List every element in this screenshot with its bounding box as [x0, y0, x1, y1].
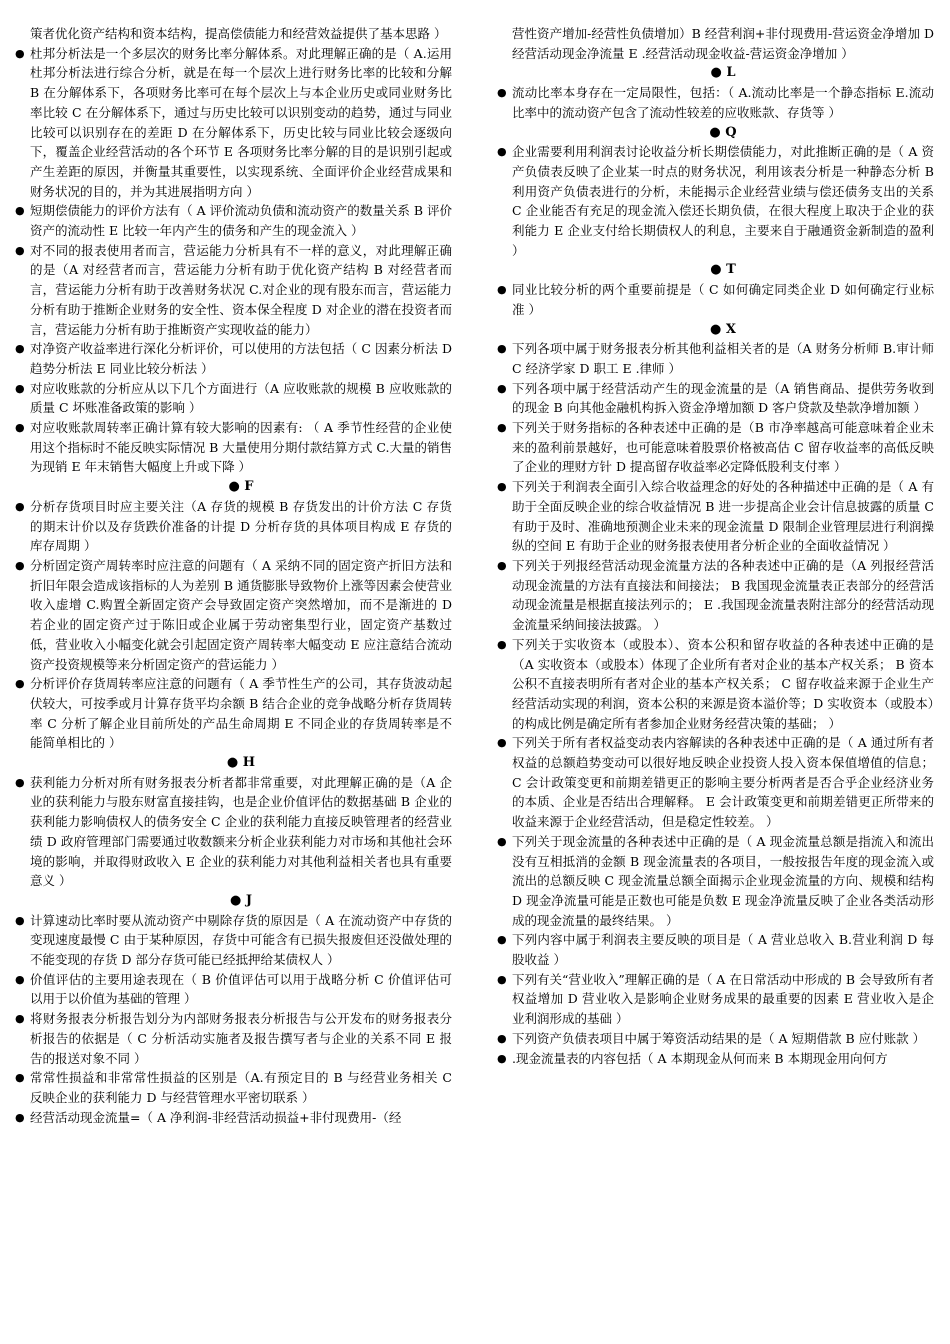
bullet-icon: ● — [15, 499, 25, 513]
bullet-icon: ● — [15, 342, 25, 356]
bullet-icon: ● — [497, 480, 507, 494]
question-item — [14, 241, 452, 340]
item-text: 下列关于所有者权益变动表内容解读的各种表述中正确的是（ A 通过所有者权益的总额趋势变动可以很好地反映企业投资人投入资本保值增值的信息； C 会计政策变更和前期差错更正的影响主要分析两者是否合乎企业经济业务的本质、企业是否结出合理解释。 E 会计政策变更和前期差错更正所带来的收益来源于企业经营活动，但是稳定性较差。 ） — [512, 735, 934, 830]
item-text: 将财务报表分析报告划分为内部财务报表分析报告与公开发布的财务报表分析报告的依据是（ C 分析活动实施者及报告撰写者与企业的关系不同 E 报告的报送对象不同 ） — [30, 1011, 452, 1066]
section-heading: ● H — [226, 755, 256, 771]
item-text: 分析存货项目时应主要关注（A 存货的规模 B 存货发出的计价方法 C 存货的期末计价以及存货跌价准备的计提 D 分析存货的具体项目构成 E 存货的库存周期 ） — [30, 498, 452, 554]
question-item — [14, 418, 452, 477]
item-text: 分析固定资产周转率时应注意的问题有（ A 采纳不同的固定资产折旧方法和折旧年限会造成该指标的人为差别 B 通货膨胀导致物价上涨等因素会使营业收入虚增 C.购置全新固定资产会导致固定资产突然增加，而不是渐进的 D 若企业的固定资产过于陈旧或企业属于劳动密集型行业，固定资产基数过低，营业收入小幅变化就会引起固定资产周转率大幅变动 E 应注意结合流动资产投资规模等来分析固定资产的营运能力 ） — [30, 557, 452, 672]
bullet-icon: ● — [497, 145, 507, 159]
item-text: 短期偿债能力的评价方法有（ A 评价流动负债和流动资产的数量关系 B 评价资产的流动性 E 比较一年内产生的债务和产生的现金流入 ） — [30, 203, 452, 239]
question-item — [496, 379, 934, 418]
item-text: .现金流量表的内容包括（ A 本期现金从何而来 B 本期现金用向何方 — [512, 1050, 888, 1066]
item-text: 企业需要利用利润表讨论收益分析长期偿债能力，对此推断正确的是（ A 资产负债表反映了企业某一时点的财务状况，利用该表分析是一种静态分析 B 利用资产负债表进行的分析，未能揭示企业经营业绩与偿还债务支出的关系 C 企业能否有充足的现金流入偿还长期负债，在很大程度上取决于企业的获利能力 E 企业支付给长期债权人的利息，主要来自于融通资金新制造的盈利 ） — [512, 144, 934, 258]
item-text: 计算速动比率时要从流动资产中剔除存货的原因是（ A 在流动资产中存货的变现速度最慢 C 由于某种原因，存货中可能含有已损失报废但还没做处理的不能变现的存货 D 部分存货可能已经抵押给某债权人 ） — [30, 912, 452, 968]
bullet-icon: ● — [15, 972, 25, 986]
question-item — [496, 83, 934, 122]
question-item — [14, 497, 452, 556]
bullet-icon: ● — [15, 775, 25, 789]
item-text: 营性资产增加-经营性负债增加）B 经营利润+非付现费用-营运资金净增加 D 经营活动现金净流量 E .经营活动现金收益-营运资金净增加 ） — [512, 26, 934, 61]
continued-paragraph — [14, 24, 452, 44]
section-heading: ● T — [710, 262, 736, 278]
bullet-icon: ● — [497, 637, 507, 651]
bullet-icon: ● — [497, 834, 507, 848]
item-text: 下列关于列报经营活动现金流量方法的各种表述中正确的是（A 列报经营活动现金流量的方法有直接法和间接法； B 我国现金流量表正表部分的经营活动现金流量是根据直接法列示的； E .我国现金流量表附注部分的经营活动现金流量采纳间接法披露。 ） — [512, 557, 934, 633]
question-item — [496, 733, 934, 832]
item-text: 下列关于财务指标的各种表述中正确的是（B 市净率越高可能意味着企业未来的盈利前景越好，也可能意味着股票价格被高估 C 留存收益率的高低反映了企业的理财方针 D 提高留存收益率必定降低股利支付率 ） — [512, 420, 934, 475]
bullet-icon: ● — [15, 677, 25, 691]
question-item — [496, 1049, 934, 1069]
item-text: 下列资产负债表项目中属于筹资活动结果的是（ A 短期借款 B 应付账款 ） — [512, 1030, 926, 1046]
question-item — [14, 1068, 452, 1107]
bullet-icon: ● — [497, 933, 507, 947]
item-text: 获利能力分析对所有财务报表分析者都非常重要，对此理解正确的是（A 企业的获利能力与股东财富直接挂钩，也是企业价值评估的数据基础 B 企业的获利能力影响债权人的债务安全 C 企业的获利能力直接反映管理者的经营业绩 D 政府管理部门需要通过收数额来分析企业获利能力对市场和其他社会环境的影响，并取得财政收入 E 企业的获利能力对其他利益相关者也具有重要意义 ） — [30, 774, 452, 889]
section-heading: ● J — [229, 892, 253, 908]
bullet-icon: ● — [15, 1012, 25, 1026]
question-item — [14, 970, 452, 1009]
question-item — [496, 142, 934, 260]
bullet-icon: ● — [15, 381, 25, 395]
question-item — [496, 339, 934, 378]
section-heading: ● F — [228, 479, 254, 495]
bullet-icon: ● — [497, 1051, 507, 1065]
item-text: 策者优化资产结构和资本结构，提高偿债能力和经营效益提供了基本思路 ） — [30, 26, 447, 41]
bullet-icon: ● — [15, 204, 25, 218]
bullet-icon: ● — [497, 736, 507, 750]
item-text: 常常性损益和非常常性损益的区别是（A.有预定目的 B 与经营业务相关 C 反映企业的获利能力 D 与经营管理水平密切联系 ） — [30, 1070, 452, 1105]
continued-paragraph — [496, 24, 934, 63]
right-column — [496, 24, 934, 1068]
bullet-icon: ● — [497, 1031, 507, 1045]
bullet-icon: ● — [15, 46, 25, 60]
bullet-icon: ● — [497, 342, 507, 356]
bullet-icon: ● — [497, 283, 507, 297]
question-item — [496, 970, 934, 1029]
question-item — [496, 930, 934, 969]
question-item — [496, 1029, 934, 1049]
item-text: 杜邦分析法是一个多层次的财务比率分解体系。对此理解正确的是（ A.运用杜邦分析法进行综合分析，就是在每一个层次上进行财务比率的比较和分解 B 在分解体系下，各项财务比率可在每个层次上与本企业历史或同业财务比率比较 C 在分解体系下，通过与历史比较可以识别变动的趋势，通过与同业比较可以识别存在的差距 D 在分解体系下，历史比较与同业比较会逐级向下，覆盖企业经营活动的各个环节 E 各项财务比率分解的目的是识别引起或产生差距的原因，并衡量其重要性，以实现系统、全面评价企业经营成果和财务状况的目的，并为其进展指明方向 ） — [30, 45, 452, 199]
item-text: 下列关于利润表全面引入综合收益理念的好处的各种描述中正确的是（ A 有助于全面反映企业的综合收益情况 B 进一步提高企业会计信息披露的质量 C 有助于及时、准确地预测企业未来的现金流量 D 限制企业管理层进行利润操纵的空间 E 有助于企业的财务报表使用者分析企业的全面收益情况 ） — [512, 479, 934, 554]
question-item — [14, 773, 452, 891]
section-heading: ● X — [710, 321, 736, 337]
item-text: 流动比率本身存在一定局限性，包括：（ A.流动比率是一个静态指标 E.流动比率中的流动资产包含了流动性较差的应收账款、存货等 ） — [512, 85, 934, 120]
question-item — [496, 280, 934, 319]
question-item — [496, 477, 934, 556]
item-text: 对应收账款周转率正确计算有较大影响的因素有: （ A 季节性经营的企业使用这个指标时不能反映实际情况 B 大量使用分期付款结算方式 C.大量的销售为现销 E 年末销售大幅度上升或下降 ） — [30, 420, 452, 475]
item-text: 下列有关“营业收入”理解正确的是（ A 在日常活动中形成的 B 会导致所有者权益增加 D 营业收入是影响企业财务成果的最重要的因素 E 营业收入是企业利润形成的基础 ） — [512, 971, 934, 1027]
item-text: 对净资产收益率进行深化分析评价，可以使用的方法包括（ C 因素分析法 D 趋势分析法 E 同业比较分析法 ） — [30, 341, 452, 376]
question-item — [496, 556, 934, 635]
question-item — [14, 1108, 452, 1128]
item-text: 对应收账款的分析应从以下几个方面进行（A 应收账款的规模 B 应收账款的质量 C 坏账准备政策的影响 ） — [30, 380, 452, 416]
bullet-icon: ● — [15, 1071, 25, 1085]
question-item — [14, 911, 452, 970]
question-item — [14, 339, 452, 378]
question-item — [14, 201, 452, 240]
bullet-icon: ● — [15, 913, 25, 927]
section-heading: ● Q — [709, 124, 737, 140]
question-item — [14, 379, 452, 418]
question-item — [14, 44, 452, 202]
bullet-icon: ● — [497, 86, 507, 100]
item-text: 对不同的报表使用者而言，营运能力分析具有不一样的意义，对此理解正确的是（A 对经营者而言，营运能力分析有助于优化资产结构 B 对经营者而言，营运能力分析有助于改善财务状况 C.对企业的现有股东而言，营运能力分析有助于推断企业财务的安全性、资本保全程度 D 对企业的潜在投资者而言，营运能力分析有助于推断资产实现收益的能力） — [30, 242, 452, 337]
question-item — [14, 1009, 452, 1068]
question-item — [14, 674, 452, 753]
bullet-icon: ● — [15, 421, 25, 435]
bullet-icon: ● — [497, 381, 507, 395]
bullet-icon: ● — [15, 1110, 25, 1124]
item-text: 分析评价存货周转率应注意的问题有（ A 季节性生产的公司，其存货波动起伏较大，可按季或月计算存货平均余额 B 结合企业的竞争战略分析存货周转率 C 分析了解企业目前所处的产品生命周期 E 不同企业的存货周转率是不能简单相比的 ） — [30, 676, 452, 751]
bullet-icon: ● — [15, 243, 25, 257]
bullet-icon: ● — [497, 421, 507, 435]
item-text: 价值评估的主要用途表现在（ B 价值评估可以用于战略分析 C 价值评估可以用于以价值为基础的管理 ） — [30, 971, 452, 1007]
item-text: 下列关于实收资本（或股本）、资本公积和留存收益的各种表述中正确的是（A 实收资本（或股本）体现了企业所有者对企业的基本产权关系； B 资本公积不直接表明所有者对企业的基本产权关系； C 留存收益来源于企业生产经营活动实现的利润，资本公积的来源是资本溢价等；D 实收资本（或股本）的构成比例是确定所有者参加企业财务经营决策的基础； ） — [512, 636, 934, 731]
bullet-icon: ● — [15, 558, 25, 572]
question-item — [496, 418, 934, 477]
item-text: 下列关于现金流量的各种表述中正确的是（ A 现金流量总额是指流入和流出没有互相抵消的金额 B 现金流量表的各项目，一般按报告年度的现金流入或流出的总额反映 C 现金流量总额全面揭示企业现金流量的方向、规模和结构 D 现金净流量可能是正数也可能是负数 E 现金净流量反映了企业各类活动形成的现金流量的最终结果。 ） — [512, 833, 934, 928]
question-item — [14, 556, 452, 674]
left-column — [14, 24, 452, 1127]
item-text: 下列内容中属于利润表主要反映的项目是（ A 营业总收入 B.营业利润 D 每股收益 ） — [512, 932, 934, 968]
question-item — [496, 635, 934, 734]
item-text: 下列各项中属于财务报表分析其他利益相关者的是（A 财务分析师 B.审计师 C 经济学家 D 职工 E .律师 ） — [512, 341, 934, 376]
bullet-icon: ● — [497, 558, 507, 572]
item-text: 同业比较分析的两个重要前提是（ C 如何确定同类企业 D 如何确定行业标准 ） — [512, 282, 934, 317]
item-text: 经营活动现金流量=（ A 净利润-非经营活动损益+非付现费用-（经 — [30, 1109, 402, 1125]
section-heading: ● L — [710, 65, 736, 81]
item-text: 下列各项中属于经营活动产生的现金流量的是（A 销售商品、提供劳务收到的现金 B 向其他金融机构拆入资金净增加额 D 客户贷款及垫款净增加额 ） — [512, 380, 934, 416]
question-item — [496, 832, 934, 931]
bullet-icon: ● — [497, 972, 507, 986]
